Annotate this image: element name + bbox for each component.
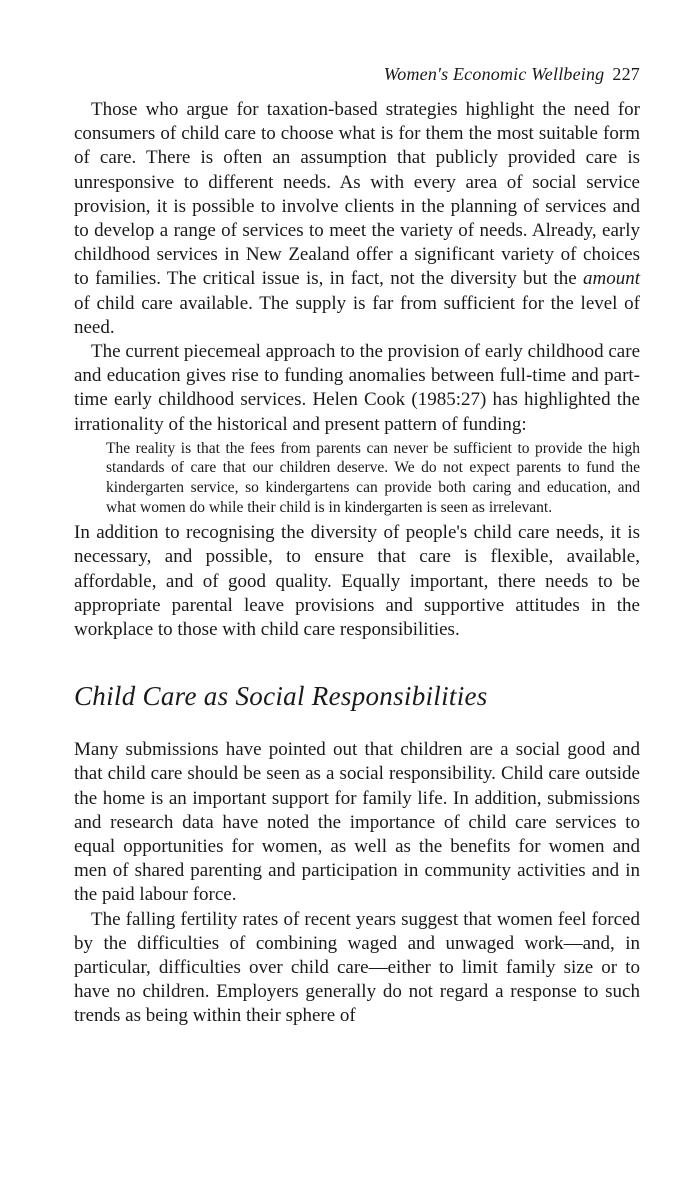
paragraph-text: Those who argue for taxation-based strategies highlight the need for consumers of child care to choose what is for them the most suitable form of care. There is often an assumption that publicly provided care is unresponsive to different needs. As with every area of social service provision, it is possible to involve clients in the planning of services and to develop a range of services to meet the variety of needs. Already, early childhood services in New Zealand offer a significant variety of choices to families. The critical issue is, in fact, not the diversity but the	[74, 99, 640, 290]
running-head-title: Women's Economic Wellbeing	[383, 64, 605, 84]
paragraph-funding-anomalies: The current piecemeal approach to the provision of early childhood care and education gives rise to funding anomalies between full-time and part-time early childhood services. Helen Cook (1985:27) has highlighted the irrationality of the historical and present pattern of funding:	[74, 341, 640, 435]
section-heading: Child Care as Social Responsibilities	[74, 681, 488, 712]
paragraph-fertility-rates: The falling fertility rates of recent years suggest that women feel forced by the difficulties of combining waged and unwaged work—and, in particular, difficulties over child care—either to limit family size or to have no children. Employers generally do not regard a response to such trends as being within their sphere of	[74, 908, 640, 1027]
page-number: 227	[612, 64, 640, 84]
paragraph-taxation-strategies	[74, 98, 640, 340]
block-quote-helen-cook: The reality is that the fees from parents can never be sufficient to provide the high standards of care that our children deserve. We do not expect parents to fund the kindergarten service, so kindergartens can provide both caring and education, and what women do while their child is in kindergarten is seen as irrelevant.	[106, 439, 640, 516]
paragraph-diversity-needs: In addition to recognising the diversity of people's child care needs, it is necessary, and possible, to ensure that care is flexible, available, affordable, and of good quality. Equally important, there needs to be appropriate parental leave provisions and supportive attitudes in the workplace to those with child care responsibilities.	[74, 522, 640, 641]
book-page	[74, 62, 640, 1029]
running-head	[74, 62, 640, 86]
paragraph-text: of child care available. The supply is far from sufficient for the level of need.	[74, 292, 640, 338]
paragraph-social-good: Many submissions have pointed out that children are a social good and that child care should be seen as a social responsibility. Child care outside the home is an important support for family life. In addition, submissions and research data have noted the importance of child care services to equal opportunities for women, as well as the benefits for women and men of shared parenting and participation in community activities and in the paid labour force.	[74, 739, 640, 906]
emphasized-word: amount	[583, 268, 640, 290]
